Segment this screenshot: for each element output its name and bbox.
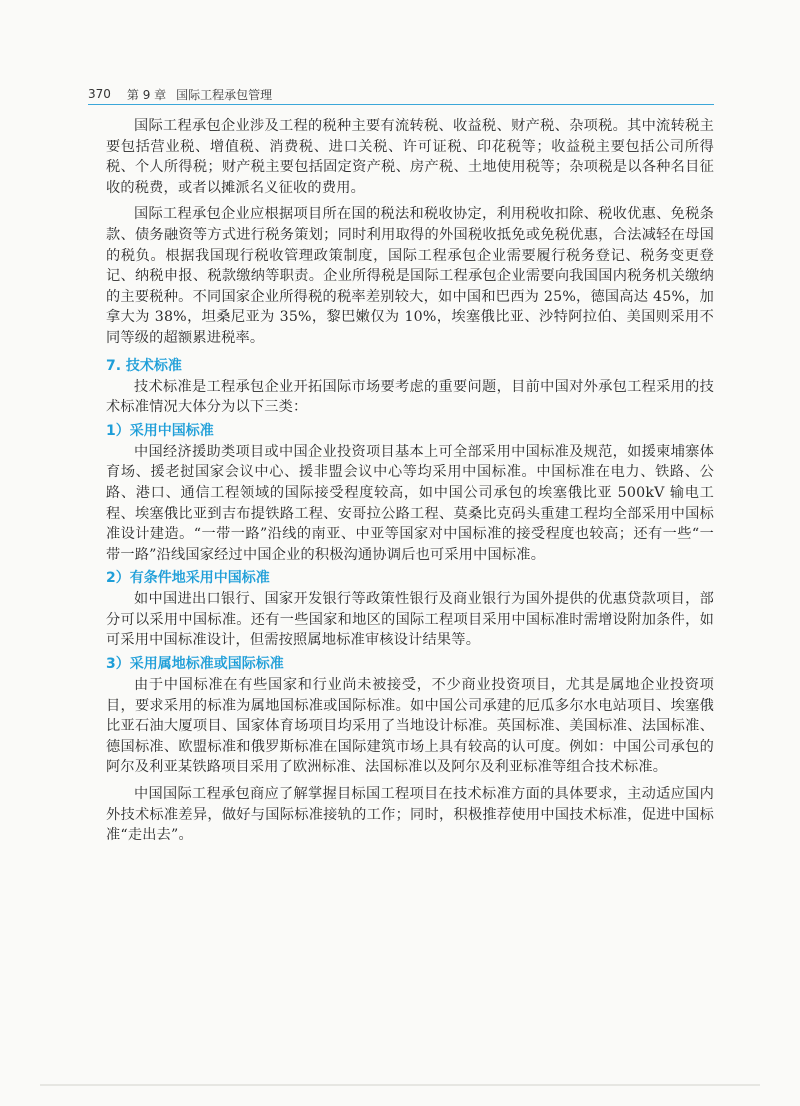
paragraph-conclusion: 中国国际工程承包商应了解掌握目标国工程项目在技术标准方面的具体要求，主动适应国内外技术标准差异，做好与国际标准接轨的工作；同时，积极推荐使用中国技术标准，促进中国标准“走出去”。 (106, 786, 714, 844)
subheading-conditional-standards: 2）有条件地采用中国标准 (106, 570, 270, 587)
chapter-number: 第 9 章 (126, 87, 167, 102)
paragraph-conditional-standards: 如中国进出口银行、国家开发银行等政策性银行及商业银行为国外提供的优惠贷款项目，部分可以采用中国标准。还有一些国家和地区的国际工程项目采用中国标准时需增设附加条件，如可采用中国标准设计，但需按照属地标准审核设计结果等。 (106, 591, 714, 649)
chapter-title: 国际工程承包管理 (176, 87, 273, 102)
paragraph-local-standards: 由于中国标准在有些国家和行业尚未被接受，不少商业投资项目，尤其是属地企业投资项目，要求采用的标准为属地国标准或国际标准。如中国公司承建的厄瓜多尔水电站项目、埃塞俄比亚石油大厦项目、国家体育场项目均采用了当地设计标准。英国标准、美国标准、法国标准、德国标准、欧盟标准和俄罗斯标准在国际建筑市场上具有较高的认可度。例如：中国公司承包的阿尔及利亚某铁路项目采用了欧洲标准、法国标准以及阿尔及利亚标准等组合技术标准。 (106, 677, 714, 776)
paragraph-standards-intro: 技术标准是工程承包企业开拓国际市场要考虑的重要问题，目前中国对外承包工程采用的技术标准情况大体分为以下三类： (106, 378, 714, 416)
page-number: 370 (88, 87, 111, 101)
section-heading-technical-standards: 7. 技术标准 (106, 357, 182, 374)
paragraph-tax-planning: 国际工程承包企业应根据项目所在国的税法和税收协定，利用税收扣除、税收优惠、免税条款、债务融资等方式进行税务策划；同时利用取得的外国税收抵免或免税优惠，合法减轻在母国的税负。根据我国现行税收管理政策制度，国际工程承包企业需要履行税务登记、税务变更登记、纳税申报、税款缴纳等职责。企业所得税是国际工程承包企业需要向我国国内税务机关缴纳的主要税种。不同国家企业所得税的税率差别较大，如中国和巴西为 25%，德国高达 45%，加拿大为 38%，坦桑尼亚为 35%，黎巴嫩仅为 10%，埃塞俄比亚、沙特阿拉伯、美国则采用不同等级的超额累进税率。 (106, 206, 714, 346)
paragraph-tax-types: 国际工程承包企业涉及工程的税种主要有流转税、收益税、财产税、杂项税。其中流转税主要包括营业税、增值税、消费税、进口关税、许可证税、印花税等；收益税主要包括公司所得税、个人所得税；财产税主要包括固定资产税、房产税、土地使用税等；杂项税是以各种名目征收的税费，或者以摊派名义征收的费用。 (106, 118, 714, 196)
paragraph-china-standards: 中国经济援助类项目或中国企业投资项目基本上可全部采用中国标准及规范，如援柬埔寨体育场、援老挝国家会议中心、援非盟会议中心等均采用中国标准。中国标准在电力、铁路、公路、港口、通信工程领域的国际接受程度较高，如中国公司承包的埃塞俄比亚 500kV 输电工程、埃塞俄比亚到吉布提铁路工程、安哥拉公路工程、莫桑比克码头重建工程均全部采用中国标准设计建造。“一带一路”沿线的南亚、中亚等国家对中国标准的接受程度也较高；还有一些“一带一路”沿线国家经过中国企业的积极沟通协调后也可采用中国标准。 (106, 443, 714, 563)
running-header (88, 84, 714, 104)
subheading-china-standards: 1）采用中国标准 (106, 422, 214, 439)
scan-edge-line (40, 1084, 760, 1086)
subheading-local-international-standards: 3）采用属地标准或国际标准 (106, 656, 284, 673)
page-content (106, 116, 714, 846)
header-rule (88, 104, 714, 105)
